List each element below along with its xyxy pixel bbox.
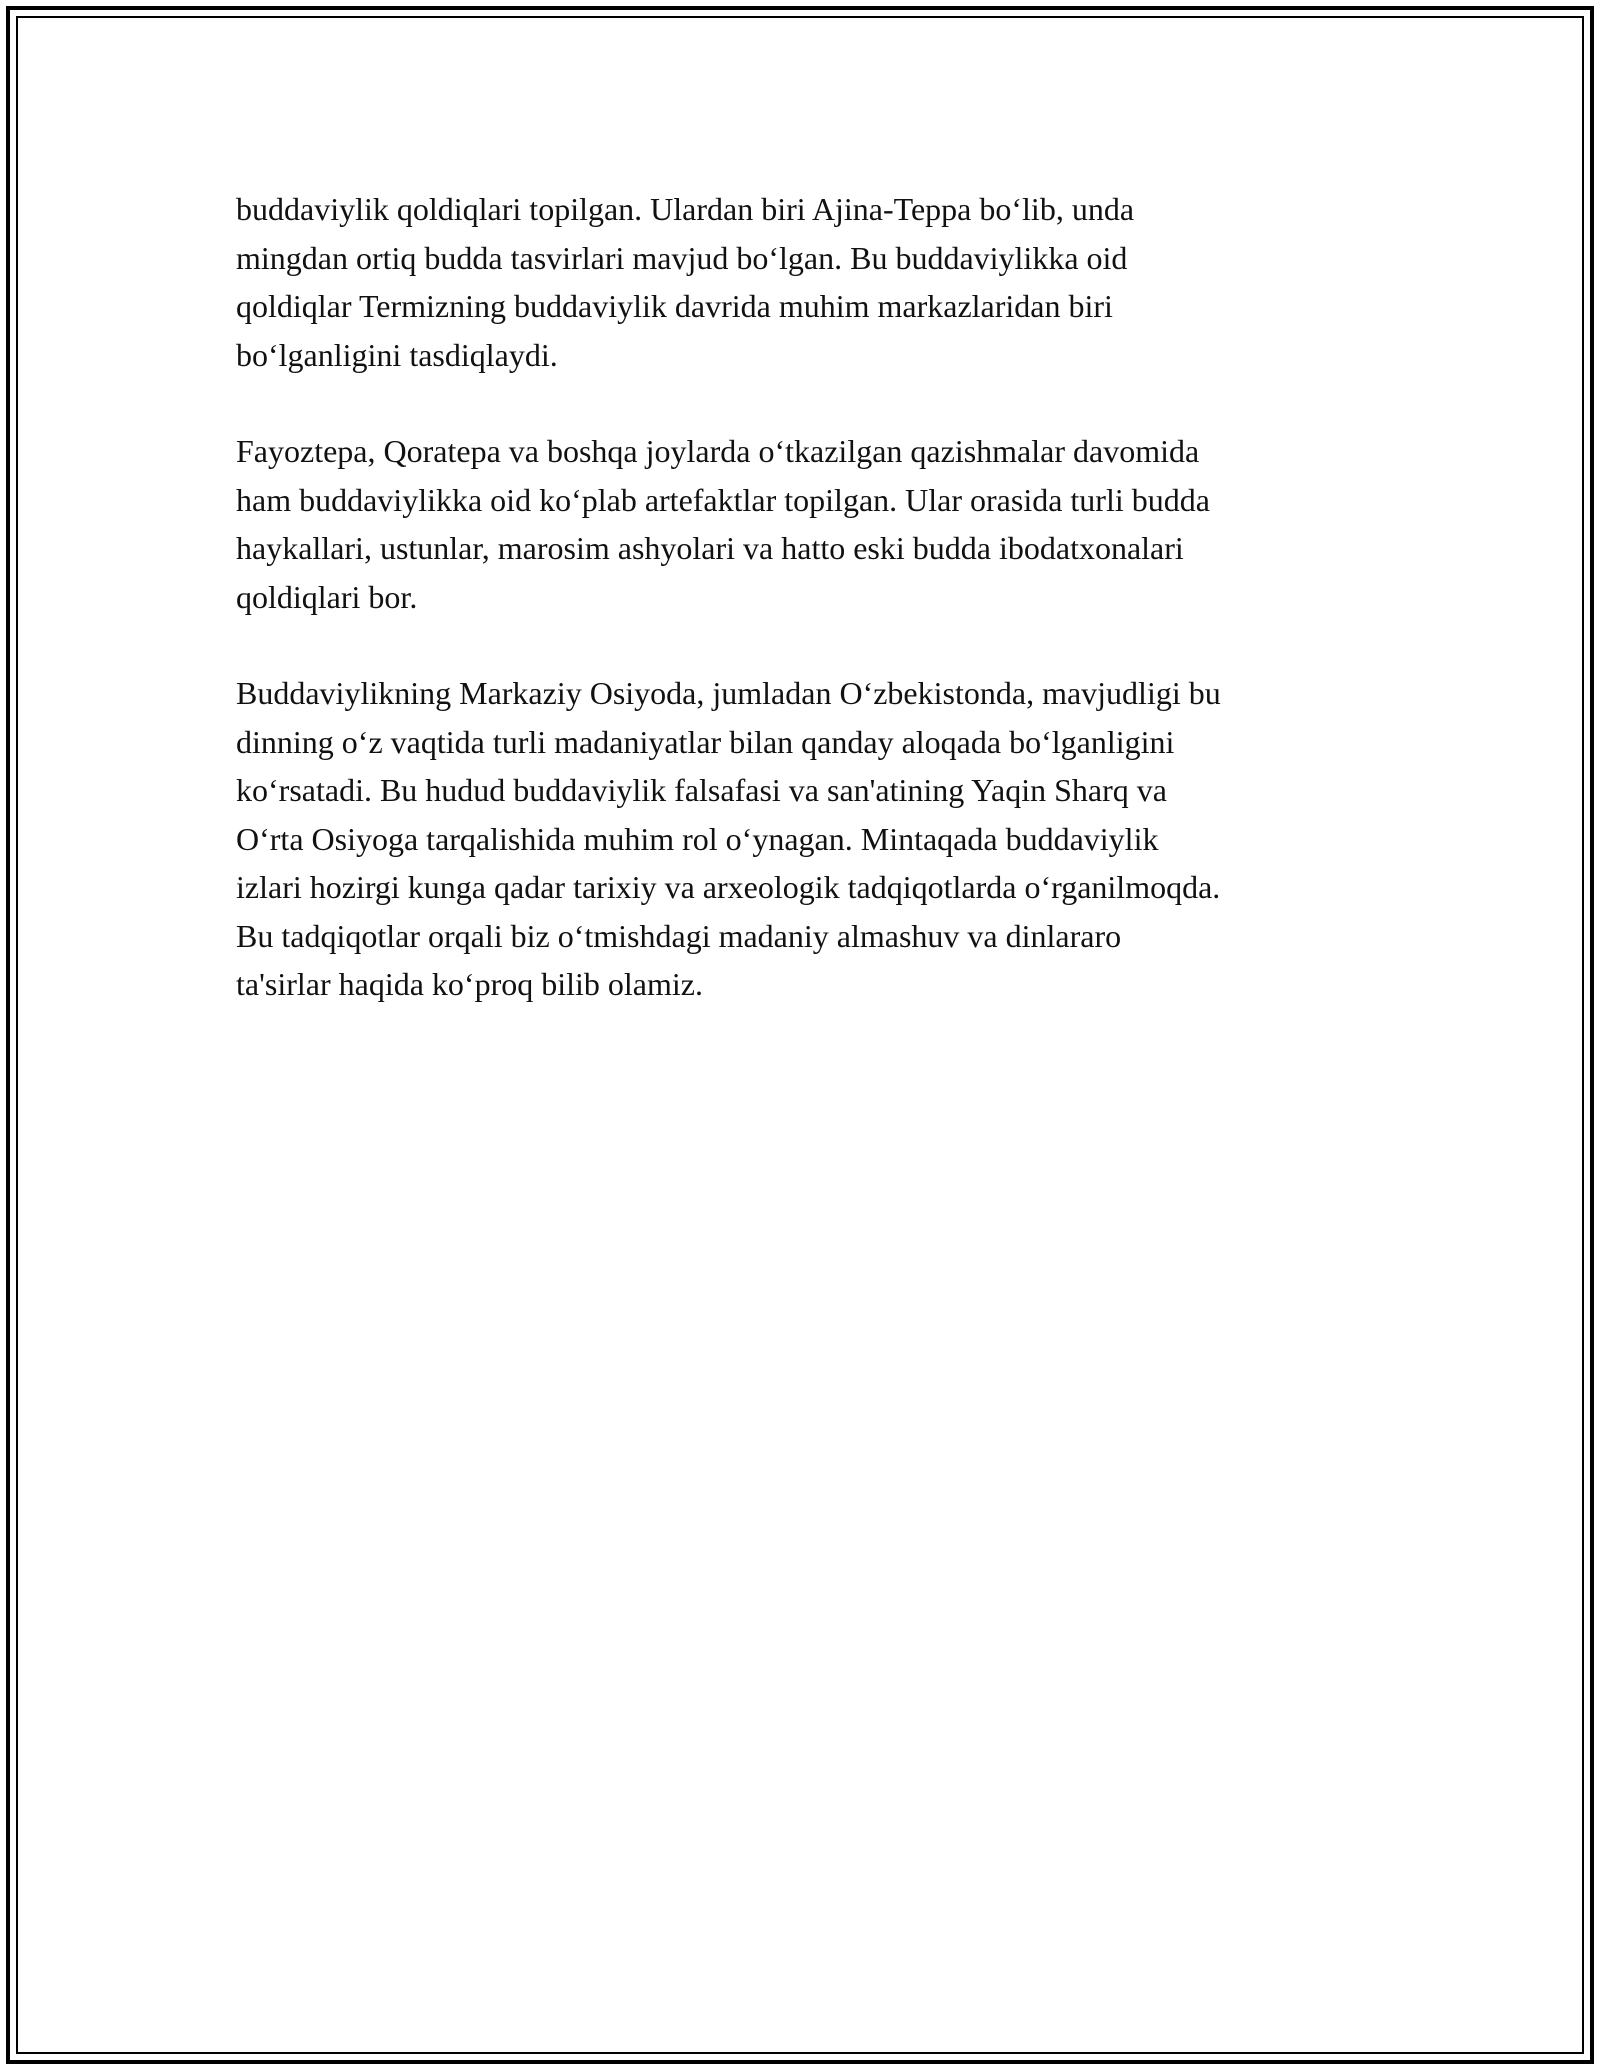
paragraph-2: Fayoztepa, Qoratepa va boshqa joylarda o‘tkazilgan qazishmalar davomida ham buddaviylikka oid ko‘plab artefaktlar topilgan. Ular orasida turli budda haykallari, ustunlar, marosim ashyolari va hatto eski budda ibodatxonalari qoldiqlari bor. (236, 433, 1210, 615)
document-body (236, 185, 1376, 1057)
paragraph-3: Buddaviylikning Markaziy Osiyoda, jumladan O‘zbekistonda, mavjudligi bu dinning o‘z vaqtida turli madaniyatlar bilan qanday aloqada bo‘lganligini ko‘rsatadi. Bu hudud buddaviylik falsafasi va san'atining Yaqin Sharq va O‘rta Osiyoga tarqalishida muhim rol o‘ynagan. Mintaqada buddaviylik izlari hozirgi kunga qadar tarixiy va arxeologik tadqiqotlarda o‘rganilmoqda. Bu tadqiqotlar orqali biz o‘tmishdagi madaniy almashuv va dinlararo ta'sirlar haqida ko‘proq bilib olamiz. (236, 675, 1221, 1002)
paragraph-1: buddaviylik qoldiqlari topilgan. Ulardan biri Ajina-Teppa bo‘lib, unda mingdan ortiq budda tasvirlari mavjud bo‘lgan. Bu buddaviylikka oid qoldiqlar Termizning buddaviylik davrida muhim markazlaridan biri bo‘lganligini tasdiqlaydi. (236, 191, 1135, 373)
